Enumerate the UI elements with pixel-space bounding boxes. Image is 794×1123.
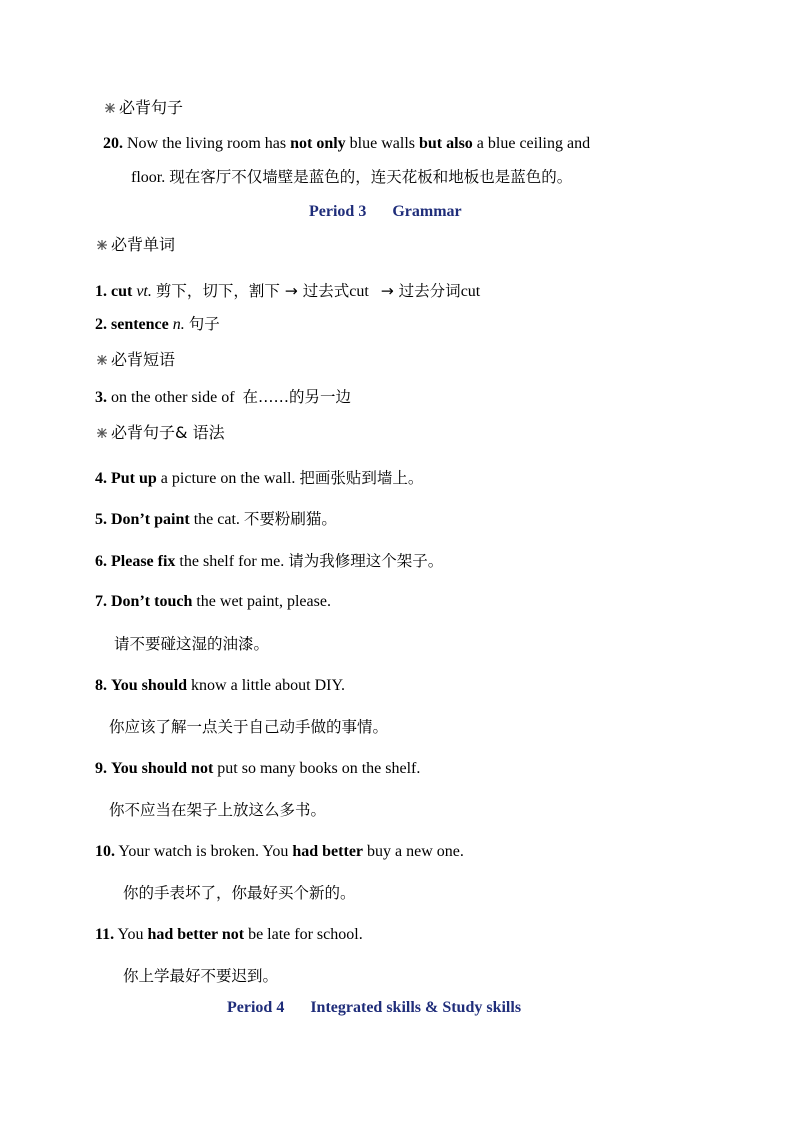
item-4: 4. Put up a picture on the wall. 把画张贴到墙上。 bbox=[95, 469, 424, 487]
section-title-sentences: 必背句子 bbox=[103, 97, 183, 119]
section-title-phrases: 必背短语 bbox=[95, 349, 175, 371]
flower-bullet-icon bbox=[95, 239, 109, 251]
item-9-translation: 你不应当在架子上放这么多书。 bbox=[109, 801, 327, 819]
flower-bullet-icon bbox=[103, 102, 117, 114]
flower-bullet-icon bbox=[95, 427, 109, 439]
item-5: 5. Don’t paint the cat. 不要粉刷猫。 bbox=[95, 510, 337, 528]
item-7: 7. Don’t touch the wet paint, please. bbox=[95, 593, 331, 610]
item-20-line-1: 20. Now the living room has not only blue walls but also a blue ceiling and bbox=[103, 135, 591, 152]
item-11: 11. You had better not be late for school. bbox=[95, 926, 363, 943]
item-11-translation: 你上学最好不要迟到。 bbox=[123, 967, 279, 985]
item-10: 10. Your watch is broken. You had better buy a new one. bbox=[95, 843, 464, 860]
item-9: 9. You should not put so many books on the shelf. bbox=[95, 760, 421, 777]
section-title-words: 必背单词 bbox=[95, 234, 175, 256]
flower-bullet-icon bbox=[95, 354, 109, 366]
item-7-translation: 请不要碰这湿的油漆。 bbox=[114, 635, 270, 653]
period-4-heading: Period 4 Integrated skills & Study skills bbox=[227, 999, 522, 1016]
item-1: 1. cut vt. 剪下，切下，割下 → 过去式cut → 过去分词cut bbox=[95, 282, 481, 300]
item-2: 2. sentence n. 句子 bbox=[95, 315, 220, 333]
item-20-line-2: floor. 现在客厅不仅墙壁是蓝色的，连天花板和地板也是蓝色的。 bbox=[131, 168, 573, 186]
item-6: 6. Please fix the shelf for me. 请为我修理这个架子。 bbox=[95, 552, 444, 570]
item-8-translation: 你应该了解一点关于自己动手做的事情。 bbox=[109, 718, 389, 736]
period-3-heading: Period 3 Grammar bbox=[309, 203, 462, 220]
item-3: 3. on the other side of 在……的另一边 bbox=[95, 388, 352, 406]
item-10-translation: 你的手表坏了，你最好买个新的。 bbox=[123, 884, 356, 902]
section-title-sentences-grammar: 必背句子& 语法 bbox=[95, 422, 225, 444]
item-8: 8. You should know a little about DIY. bbox=[95, 677, 345, 694]
